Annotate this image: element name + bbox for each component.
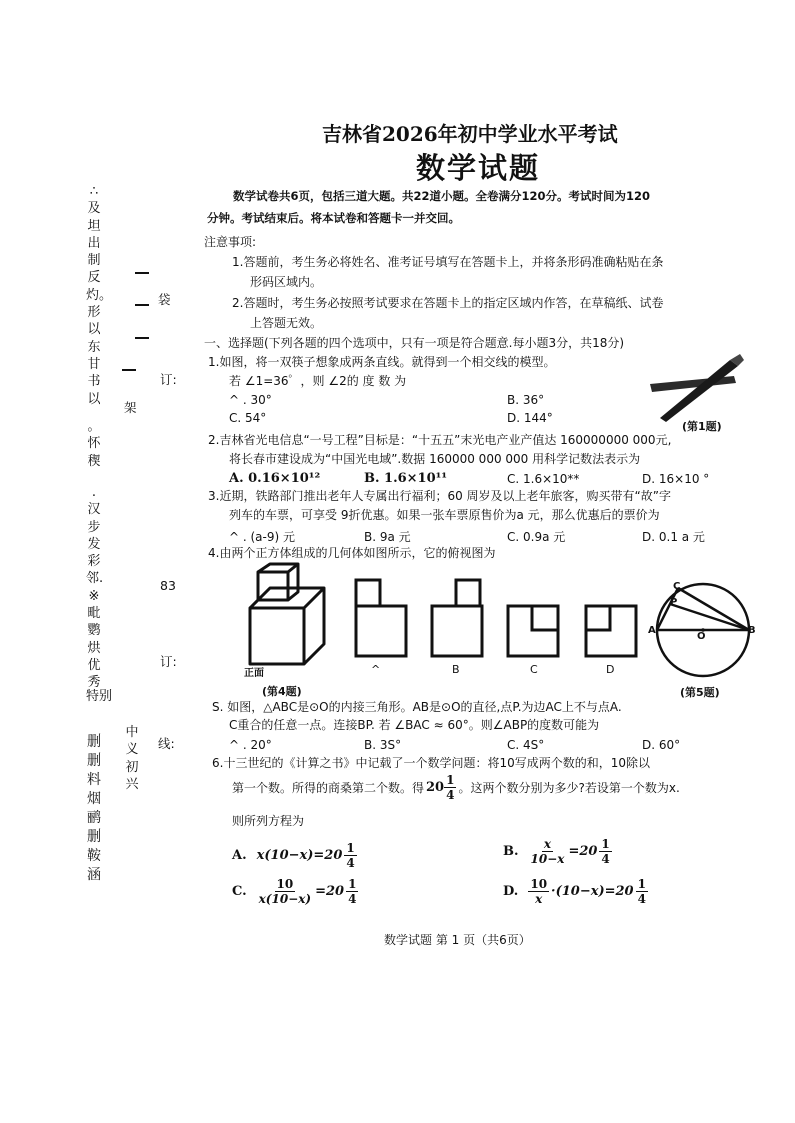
mixed-whole: 20: [426, 780, 445, 795]
q6-option-d-numerator: 10: [530, 877, 548, 891]
q3-line-1: 3.近期，铁路部门推出老年人专属出行福利；60 周岁及以上老年旅客，购买带有“故”字: [208, 489, 671, 503]
q4-solid-figure: [240, 560, 332, 678]
q5-circle-figure: [650, 580, 760, 680]
q1-line-1: 1.如图，将一双筷子想象成两条直线。就得到一个相交线的模型。: [208, 355, 556, 369]
mixed-denominator: 4: [348, 892, 357, 906]
q6-line-2-start: 第一个数。所得的商桑第二个数。得: [232, 781, 425, 795]
sidebar-dash: [122, 369, 136, 371]
notice-1-line-2: 形码区域内。: [250, 275, 323, 289]
page-footer: 数学试题 第 1 页（共6页）: [384, 933, 531, 947]
q6-option-b: [503, 838, 612, 865]
q4-figure-caption: (第4题): [262, 685, 302, 698]
q6-line-2: [232, 774, 680, 801]
chopsticks-figure: [646, 350, 748, 422]
intro-line-2: 分钟。考试结束后。将本试卷和答题卡一并交回。: [207, 211, 460, 225]
mixed-numerator: 1: [346, 841, 355, 855]
q5-point-a: A: [648, 625, 656, 636]
q6-option-d-rest: ·(10−x)=20: [551, 884, 634, 899]
sidebar-dash: [135, 304, 149, 306]
sidebar-special: 特别: [86, 689, 113, 704]
sidebar-dash: [135, 337, 149, 339]
q2-option-d: D. 16×10 °: [642, 472, 710, 486]
q2-line-1: 2.吉林省光电信息“一号工程”目标是：“十五五”末光电产业产值达 160000000 000元,: [208, 433, 672, 447]
sidebar-dai: 袋: [158, 292, 171, 307]
q6-option-d: [503, 878, 648, 905]
mixed-denominator: 4: [346, 856, 355, 870]
mixed-denominator: 4: [601, 852, 610, 866]
q5-option-a: ^ . 20°: [229, 738, 272, 752]
exam-title: 吉林省2026年初中学业水平考试: [322, 122, 618, 146]
q6-option-c-numerator: 10: [276, 877, 294, 891]
q6-option-d-label: D.: [503, 884, 519, 899]
q4-option-d-shape: [584, 604, 640, 658]
q5-line-2: C重合的任意一点。连接BP. 若 ∠BAC ≈ 60°。则∠ABP的度数可能为: [229, 718, 600, 732]
intro-line-1: 数学试卷共6页，包括三道大题。共22道小题。全卷满分120分。考试时间为120: [233, 189, 651, 203]
q6-option-b-label: B.: [503, 844, 519, 859]
q4-front-label: 正面: [244, 668, 264, 679]
q1-option-a: ^ . 30°: [229, 393, 272, 407]
q2-option-b: B. 1.6×10¹¹: [364, 471, 448, 486]
mixed-number: [426, 774, 456, 801]
notice-2-line-2: 上答题无效。: [250, 316, 323, 330]
q5-option-d: D. 60°: [642, 738, 681, 752]
q3-option-d: D. 0.1 a 元: [642, 530, 705, 544]
q5-point-c: C: [673, 581, 681, 592]
sidebar-column-1d: 删删料烟鹂删鞍涵: [87, 734, 101, 883]
sidebar-column-1a: ∴及坦出制反灼。形以东甘书以: [86, 184, 113, 407]
q6-option-b-numerator: x: [543, 837, 552, 851]
q4-option-c-label: C: [530, 663, 538, 676]
q4-line-1: 4.由两个正方体组成的几何体如图所示，它的俯视图为: [208, 546, 496, 560]
q4-option-b-label: B: [452, 663, 460, 676]
sidebar-ding-2: 订:: [160, 654, 177, 669]
q6-option-c-denominator: x(10−x): [258, 892, 312, 906]
q2-line-2: 将长春市建设成为“中国光电域”.数据 160000 000 000 用科学记数法表示为: [229, 452, 641, 466]
q6-option-b-denominator: 10−x: [530, 852, 565, 866]
q5-point-o: O: [697, 631, 706, 642]
q6-option-a-label: A.: [232, 848, 247, 863]
sidebar-column-2: 中义初兴: [125, 725, 139, 792]
q5-option-b: B. 3S°: [364, 738, 402, 752]
q3-line-2: 列车的车票，可享受 9折优惠。如果一张车票原售价为a 元，那么优惠后的票价为: [229, 508, 660, 522]
chopstick-1: [650, 376, 736, 392]
sidebar-column-1b: 。怀稧: [87, 419, 101, 469]
q6-line-2-end: 。这两个数分别为多少?若设第一个数为x.: [458, 781, 680, 795]
q1-option-d: D. 144°: [507, 411, 553, 425]
q6-option-a-expr: x(10−x)=20: [256, 848, 343, 863]
sidebar-jia: 架: [124, 400, 137, 415]
q2-option-a: A. 0.16×10¹²: [229, 471, 321, 486]
q5-point-p: P: [670, 597, 678, 608]
q4-option-c-shape: [506, 604, 562, 658]
q6-option-c-label: C.: [232, 884, 247, 899]
q4-option-a-shape: [354, 578, 410, 658]
sidebar-column-1c: .汉步发彩邻.※毗鹦烘优秀: [86, 485, 104, 691]
mixed-numerator: 1: [637, 877, 646, 891]
q2-option-c: C. 1.6×10**: [507, 472, 580, 486]
mixed-denominator: 4: [637, 892, 646, 906]
section-1-heading: 一、选择题(下列各题的四个选项中，只有一项是符合题意.每小题3分，共18分): [204, 336, 625, 350]
q6-option-c-rhs: =20: [315, 884, 345, 899]
q6-option-b-rhs: =20: [568, 844, 598, 859]
mixed-denominator: 4: [446, 788, 455, 802]
notice-1-line-1: 1.答题前，考生务必将姓名、准考证号填写在答题卡上，并将条形码准确粘贴在条: [232, 255, 664, 269]
mixed-numerator: 1: [601, 837, 610, 851]
q1-figure-caption: (第1题): [682, 420, 722, 433]
q6-line-1: 6.十三世纪的《计算之书》中记载了一个数学问题：将10写成两个数的和，10除以: [212, 756, 650, 770]
q4-option-a-label: ^: [371, 663, 381, 676]
q6-option-c: [232, 878, 358, 905]
q6-option-a: [232, 842, 357, 869]
notice-2-line-1: 2.答题时，考生务必按照考试要求在答题卡上的指定区域内作答，在草稿纸、试卷: [232, 296, 664, 310]
mixed-numerator: 1: [446, 773, 455, 787]
q1-option-b: B. 36°: [507, 393, 545, 407]
q3-option-a: ^ . (a-9) 元: [229, 530, 295, 544]
notice-title: 注意事项:: [204, 235, 257, 249]
q1-option-c: C. 54°: [229, 411, 267, 425]
q5-point-b: B: [748, 625, 756, 636]
exam-subtitle: 数学试题: [416, 151, 541, 185]
q5-figure-caption: (第5题): [680, 686, 720, 699]
sidebar-dash: [135, 272, 149, 274]
q1-line-2: 若 ∠1=36゜，则 ∠2的 度 数 为: [229, 374, 407, 388]
sidebar-ding-1: 订:: [160, 372, 177, 387]
sidebar-number: 83: [160, 578, 176, 593]
q5-line-1: S. 如图，△ABC是⊙O的内接三角形。AB是⊙O的直径,点P.为边AC上不与点A.: [212, 700, 622, 714]
q6-option-d-denominator: x: [535, 892, 543, 906]
chopstick-2: [660, 360, 738, 422]
sidebar-xian: 线:: [158, 736, 175, 751]
q5-option-c: C. 4S°: [507, 738, 545, 752]
mixed-numerator: 1: [348, 877, 357, 891]
q4-option-d-label: D: [606, 663, 615, 676]
q3-option-c: C. 0.9a 元: [507, 530, 566, 544]
q3-option-b: B. 9a 元: [364, 530, 411, 544]
q6-line-3: 则所列方程为: [232, 814, 305, 828]
q4-option-b-shape: [430, 578, 486, 658]
